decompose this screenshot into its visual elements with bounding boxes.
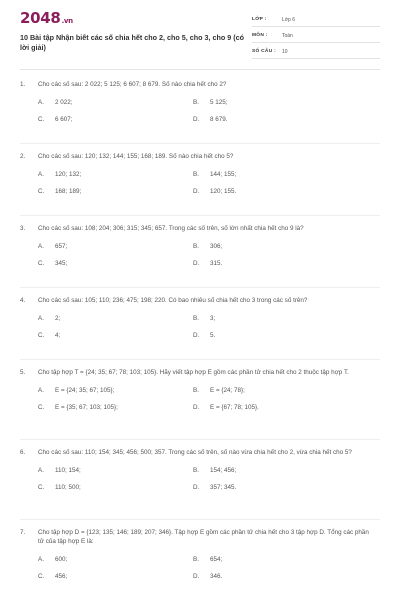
option-text: 2 022; — [55, 99, 73, 106]
question-text: Cho các số sau: 108; 204; 306; 315; 345; 657. Trong các số trên, số lớn nhất chia hết cho 9 là? — [38, 225, 304, 232]
option-a[interactable] — [20, 556, 193, 563]
option-letter: D. — [193, 116, 200, 123]
option-letter: B. — [193, 467, 199, 474]
option-text: E = {35; 67; 103; 105}; — [55, 404, 118, 411]
option-b[interactable] — [193, 99, 366, 106]
option-c[interactable] — [20, 404, 193, 411]
question-6 — [20, 448, 380, 491]
option-b[interactable] — [193, 243, 366, 250]
option-text: 144; 155; — [210, 171, 237, 178]
option-letter: A. — [38, 467, 44, 474]
option-a[interactable] — [20, 99, 193, 106]
option-b[interactable] — [193, 467, 366, 474]
option-c[interactable] — [20, 484, 193, 491]
option-text: 120; 155. — [210, 188, 237, 195]
question-number: 5. — [20, 369, 26, 376]
question-text: Cho các số sau: 2 022; 5 125; 6 607; 8 679. Số nào chia hết cho 2? — [38, 81, 227, 88]
question-3 — [20, 224, 380, 267]
option-letter: B. — [193, 171, 199, 178]
option-letter: B. — [193, 387, 199, 394]
option-letter: C. — [38, 484, 45, 491]
option-letter: B. — [193, 556, 199, 563]
option-letter: B. — [193, 99, 199, 106]
question-number: 2. — [20, 153, 26, 160]
meta-row-subject — [252, 29, 380, 43]
option-c[interactable] — [20, 332, 193, 339]
option-text: 456; — [55, 573, 68, 580]
option-letter: D. — [193, 573, 200, 580]
meta-info — [252, 13, 380, 61]
option-letter: C. — [38, 573, 45, 580]
option-text: 8 679. — [210, 116, 228, 123]
option-text: 5 125; — [210, 99, 228, 106]
question-separator — [20, 439, 380, 440]
option-text: 315. — [210, 260, 223, 267]
meta-value: Toán — [282, 32, 293, 39]
option-text: 4; — [55, 332, 61, 339]
option-a[interactable] — [20, 243, 193, 250]
option-letter: D. — [193, 404, 200, 411]
option-c[interactable] — [20, 188, 193, 195]
meta-value: Lớp 6 — [282, 16, 296, 23]
option-letter: C. — [38, 332, 45, 339]
option-text: 154; 456; — [210, 467, 237, 474]
meta-label: LỚP : — [252, 17, 267, 22]
option-d[interactable] — [193, 116, 366, 123]
question-number: 1. — [20, 81, 26, 88]
option-letter: D. — [193, 332, 200, 339]
option-d[interactable] — [193, 484, 366, 491]
question-separator — [20, 143, 380, 144]
question-7 — [20, 528, 380, 580]
option-letter: A. — [38, 315, 44, 322]
question-text: Cho tập hợp T = {24; 35; 67; 78; 103; 105}. Hãy viết tập hợp E gồm các phần tử chia hết cho 2 thuộc tập hợp T. — [38, 369, 349, 376]
meta-label: SỐ CÂU : — [252, 49, 276, 54]
option-text: E = {67; 78; 105}. — [210, 404, 259, 411]
question-number: 3. — [20, 225, 26, 232]
option-letter: A. — [38, 243, 44, 250]
option-c[interactable] — [20, 573, 193, 580]
question-4 — [20, 296, 380, 339]
option-c[interactable] — [20, 116, 193, 123]
option-text: 346. — [210, 573, 223, 580]
question-1 — [20, 80, 380, 123]
option-d[interactable] — [193, 260, 366, 267]
option-b[interactable] — [193, 556, 366, 563]
option-letter: A. — [38, 387, 44, 394]
option-d[interactable] — [193, 573, 366, 580]
option-letter: C. — [38, 260, 45, 267]
option-text: 3; — [210, 315, 216, 322]
option-letter: C. — [38, 404, 45, 411]
question-text: Cho tập hợp D = {123; 135; 146; 189; 207; 346}. Tập hợp E gồm các phần tử chia hết cho 3 tập hợp D. Tổng các phần tử của tập hợp E là: — [38, 529, 369, 545]
option-text: 654; — [210, 556, 223, 563]
question-5 — [20, 368, 380, 411]
question-separator — [20, 215, 380, 216]
question-number: 4. — [20, 297, 26, 304]
option-letter: D. — [193, 260, 200, 267]
option-b[interactable] — [193, 387, 366, 394]
option-text: 110; 500; — [55, 484, 81, 491]
option-a[interactable] — [20, 171, 193, 178]
option-text: 306; — [210, 243, 223, 250]
question-text: Cho các số sau: 105; 110; 236; 475; 198; 220. Có bao nhiêu số chia hết cho 3 trong các số trên? — [38, 297, 308, 304]
meta-row-class — [252, 13, 380, 27]
option-text: 5. — [210, 332, 216, 339]
option-letter: D. — [193, 188, 200, 195]
option-text: 6 607; — [55, 116, 73, 123]
header-divider — [20, 69, 380, 70]
meta-row-count — [252, 45, 380, 59]
question-number: 6. — [20, 449, 26, 456]
question-separator — [20, 359, 380, 360]
option-c[interactable] — [20, 260, 193, 267]
option-letter: A. — [38, 556, 44, 563]
site-logo[interactable] — [20, 9, 73, 27]
logo-suffix: .vn — [61, 17, 73, 25]
option-b[interactable] — [193, 315, 366, 322]
logo-text: 2048 — [20, 9, 61, 27]
question-separator — [20, 519, 380, 520]
option-text: 657; — [55, 243, 68, 250]
option-letter: C. — [38, 116, 45, 123]
option-text: 2; — [55, 315, 61, 322]
option-letter: A. — [38, 171, 44, 178]
question-text: Cho các số sau: 120; 132; 144; 155; 168; 189. Số nào chia hết cho 5? — [38, 153, 234, 160]
option-letter: D. — [193, 484, 200, 491]
worksheet-title: 10 Bài tập Nhận biết các số chia hết cho 2, cho 5, cho 3, cho 9 (có lời giải) — [20, 33, 245, 52]
option-text: 345; — [55, 260, 68, 267]
option-text: 168; 189; — [55, 188, 82, 195]
option-a[interactable] — [20, 315, 193, 322]
option-letter: B. — [193, 315, 199, 322]
option-a[interactable] — [20, 467, 193, 474]
option-text: 600; — [55, 556, 68, 563]
meta-label: MÔN : — [252, 33, 268, 38]
question-2 — [20, 152, 380, 195]
option-a[interactable] — [20, 387, 193, 394]
meta-value: 10 — [282, 48, 288, 55]
option-text: 357; 345. — [210, 484, 237, 491]
option-letter: A. — [38, 99, 44, 106]
option-text: E = {24; 78}; — [210, 387, 245, 394]
question-number: 7. — [20, 529, 26, 536]
option-letter: C. — [38, 188, 45, 195]
question-text: Cho các số sau: 110; 154; 345; 456; 500; 357. Trong các số trên, số nào vừa chia hết cho 2, vừa chia hết cho 5? — [38, 449, 352, 456]
option-text: E = {24; 35; 67; 105}; — [55, 387, 115, 394]
option-text: 120; 132; — [55, 171, 82, 178]
option-b[interactable] — [193, 171, 366, 178]
option-d[interactable] — [193, 332, 366, 339]
option-d[interactable] — [193, 404, 366, 411]
option-d[interactable] — [193, 188, 366, 195]
option-text: 110; 154; — [55, 467, 81, 474]
question-separator — [20, 287, 380, 288]
option-letter: B. — [193, 243, 199, 250]
